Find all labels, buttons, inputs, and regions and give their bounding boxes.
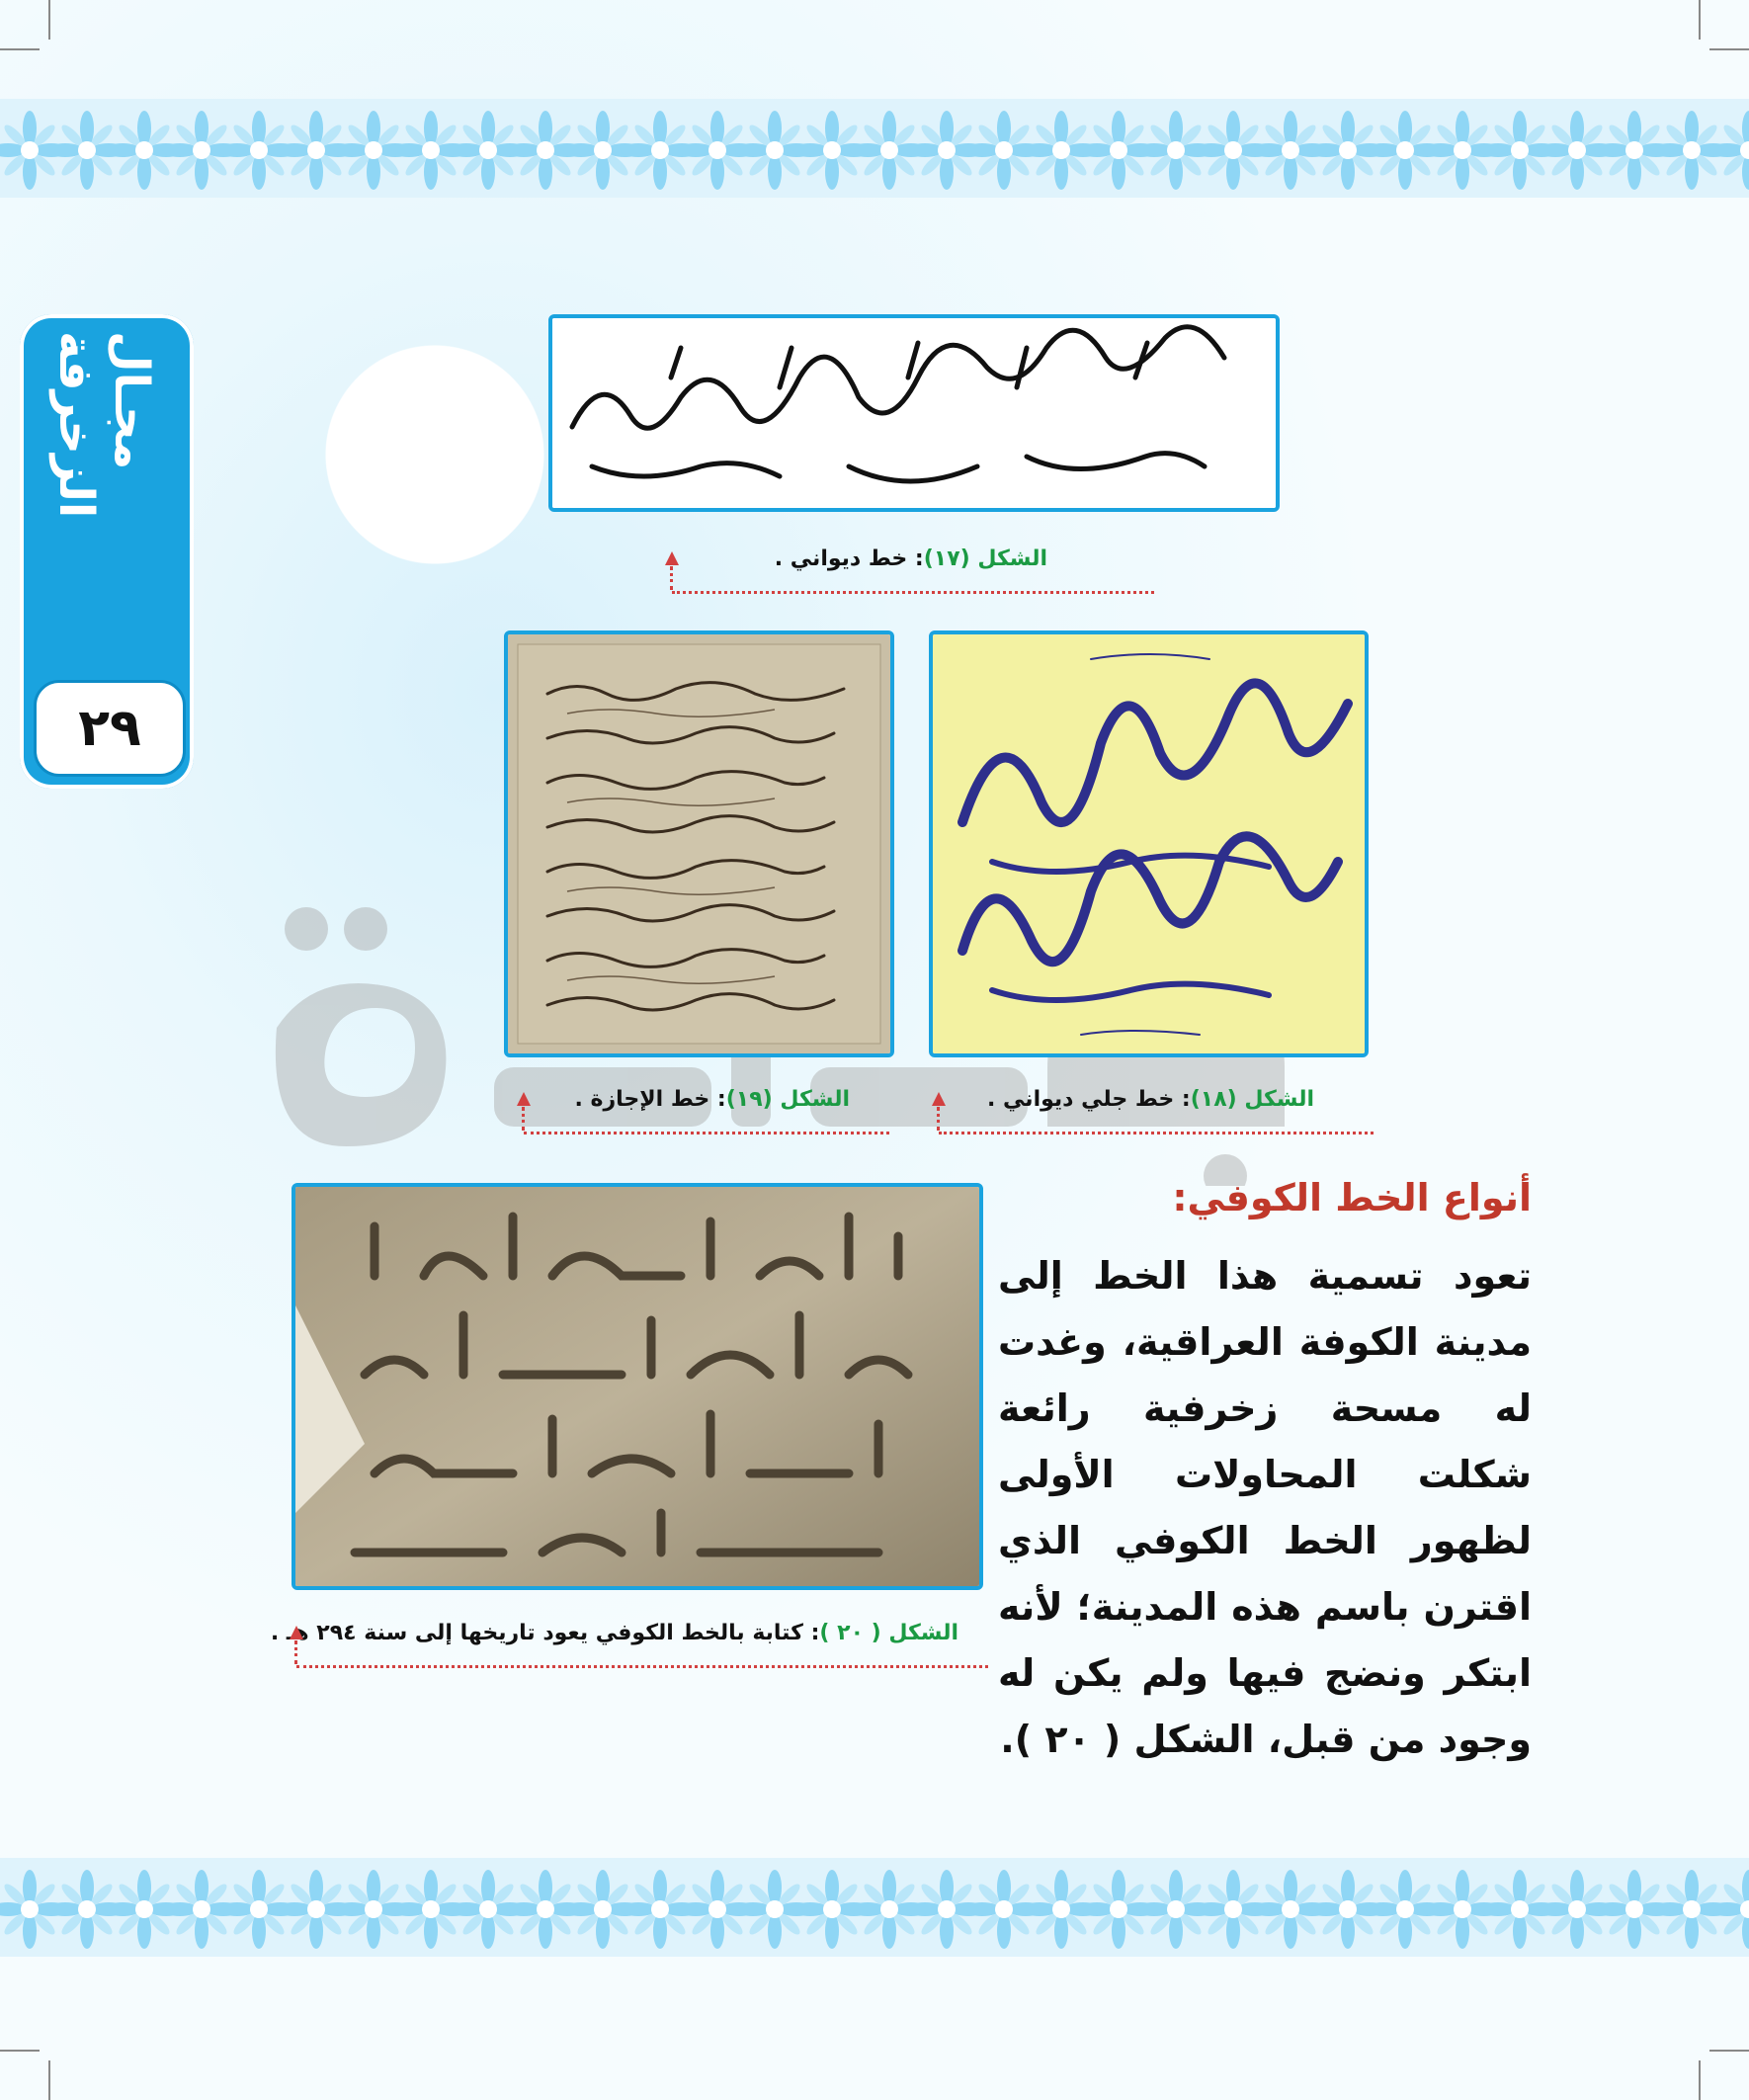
figure-19-pointer-stem [522, 1107, 525, 1131]
figure-18-pointer-stem [937, 1107, 940, 1131]
figure-17-text: : خط ديواني . [774, 546, 924, 571]
figure-19-image [504, 630, 894, 1057]
figure-17-image [548, 314, 1280, 512]
figure-20-pointer-stem [294, 1640, 297, 1664]
page-number: ٢٩ [34, 680, 186, 777]
figure-20-text: : كتابة بالخط الكوفي يعود تاريخها إلى سنة ٢٩٤ هـ . [270, 1621, 820, 1645]
figure-17-pointer-stem [670, 566, 673, 590]
figure-19-dotted-line [524, 1132, 889, 1134]
figure-18-label: الشكل (١٨) [1190, 1087, 1314, 1112]
figure-18-pointer [932, 1092, 946, 1106]
decorative-border-bottom [0, 1818, 1749, 1996]
figure-19-pointer [517, 1092, 531, 1106]
figure-18-caption [987, 1087, 1314, 1112]
figure-20-image [292, 1183, 983, 1590]
figure-17-caption [775, 546, 1047, 571]
figure-19-text: : خط الإجازة . [574, 1087, 726, 1112]
figure-17-label: الشكل (١٧) [923, 546, 1047, 571]
section-heading: أنواع الخط الكوفي: [1172, 1176, 1532, 1219]
section-title: مجـال الزخرفة [48, 331, 159, 519]
figure-20-label: الشكل ( ٢٠ ) [819, 1621, 958, 1645]
figure-20-pointer [290, 1626, 303, 1639]
figure-17-dotted-line [672, 591, 1154, 594]
section-paragraph: تعود تسمية هذا الخط إلى مدينة الكوفة العراقية، وغدت له مسحة زخرفية رائعة شكلت المحاولات الأولى لظهور الخط الكوفي الذي اقترن باسم هذه المدينة؛ لأنه ابتكر ونضج فيها ولم يكن له وجود من قبل، الشكل ( ٢٠ ). [998, 1254, 1532, 1761]
figure-19-caption [574, 1087, 850, 1112]
figure-19-label: الشكل (١٩) [725, 1087, 850, 1112]
figure-20-caption [271, 1621, 958, 1645]
figure-18-text: : خط جلي ديواني . [987, 1087, 1191, 1112]
figure-20-dotted-line [296, 1665, 988, 1668]
figure-18-image [929, 630, 1369, 1057]
figure-17-pointer [665, 551, 679, 565]
decorative-border-top [0, 59, 1749, 237]
figure-18-dotted-line [939, 1132, 1374, 1134]
